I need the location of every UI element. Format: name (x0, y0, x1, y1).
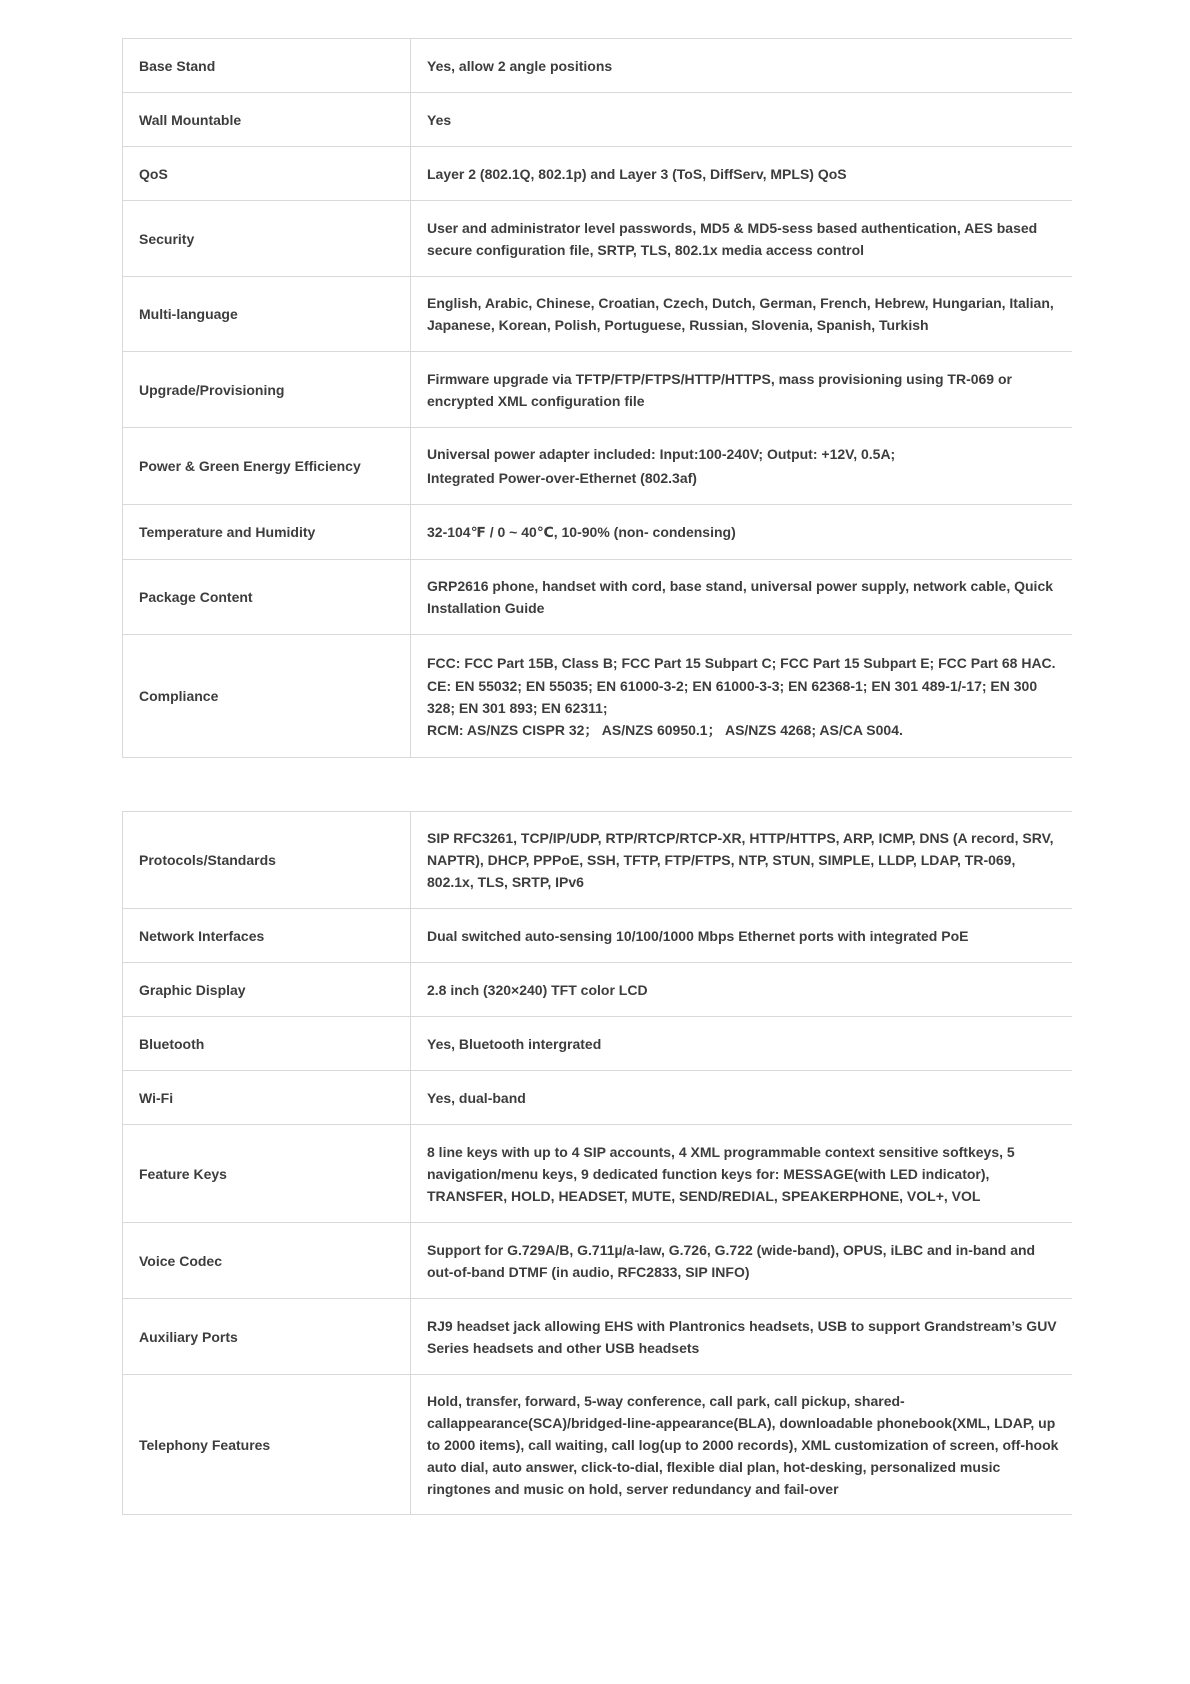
table-row (123, 201, 1073, 277)
spec-label: Network Interfaces (123, 909, 411, 963)
spec-label: Auxiliary Ports (123, 1299, 411, 1375)
spec-value: 32-104℉ / 0 ~ 40℃, 10-90% (non- condensing) (411, 505, 1073, 560)
table-row (123, 812, 1073, 909)
spec-value: Support for G.729A/B, G.711µ/a-law, G.726, G.722 (wide-band), OPUS, iLBC and in-band and out-of-band DTMF (in audio, RFC2833, SIP INFO) (411, 1223, 1073, 1299)
spec-label: Temperature and Humidity (123, 505, 411, 560)
table-row (123, 1375, 1073, 1515)
table-row (123, 505, 1073, 560)
table-row (123, 428, 1073, 505)
spec-label: Protocols/Standards (123, 812, 411, 909)
spec-label: Wi-Fi (123, 1071, 411, 1125)
spec-label: Voice Codec (123, 1223, 411, 1299)
table-row (123, 93, 1073, 147)
spec-value: Yes (411, 93, 1073, 147)
spec-value: SIP RFC3261, TCP/IP/UDP, RTP/RTCP/RTCP-XR, HTTP/HTTPS, ARP, ICMP, DNS (A record, SRV, NAPTR), DHCP, PPPoE, SSH, TFTP, FTP/FTPS, NTP, STUN, SIMPLE, LLDP, LDAP, TR-069, 802.1x, TLS, SRTP, IPv6 (411, 812, 1073, 909)
spec-label: Base Stand (123, 39, 411, 93)
spec-value: GRP2616 phone, handset with cord, base stand, universal power supply, network cable, Quick Installation Guide (411, 560, 1073, 635)
spec-value: Yes, allow 2 angle positions (411, 39, 1073, 93)
table-row (123, 1125, 1073, 1223)
table-row (123, 1017, 1073, 1071)
table-row (123, 1299, 1073, 1375)
spec-label: Compliance (123, 635, 411, 758)
spec-label: Security (123, 201, 411, 277)
spec-value: 2.8 inch (320×240) TFT color LCD (411, 963, 1073, 1017)
spec-label: Upgrade/Provisioning (123, 352, 411, 428)
table-row (123, 147, 1073, 201)
table-row (123, 560, 1073, 635)
spec-label: Wall Mountable (123, 93, 411, 147)
table-row (123, 352, 1073, 428)
spec-value: Dual switched auto-sensing 10/100/1000 Mbps Ethernet ports with integrated PoE (411, 909, 1073, 963)
spec-label: QoS (123, 147, 411, 201)
spec-label: Package Content (123, 560, 411, 635)
spec-value: User and administrator level passwords, MD5 & MD5-sess based authentication, AES based secure configuration file, SRTP, TLS, 802.1x media access control (411, 201, 1073, 277)
table-row (123, 1071, 1073, 1125)
spec-label: Telephony Features (123, 1375, 411, 1515)
table-row (123, 909, 1073, 963)
spec-value: 8 line keys with up to 4 SIP accounts, 4 XML programmable context sensitive softkeys, 5 navigation/menu keys, 9 dedicated function keys for: MESSAGE(with LED indicator), TRANSFER, HOLD, HEADSET, MUTE, SEND/REDIAL, SPEAKERPHONE, VOL+, VOL (411, 1125, 1073, 1223)
spec-value: Yes, Bluetooth intergrated (411, 1017, 1073, 1071)
spec-table-2 (122, 811, 1072, 1515)
spec-label: Feature Keys (123, 1125, 411, 1223)
spec-label: Power & Green Energy Efficiency (123, 428, 411, 505)
spec-table-1 (122, 38, 1072, 758)
spec-value: English, Arabic, Chinese, Croatian, Czech, Dutch, German, French, Hebrew, Hungarian, Italian, Japanese, Korean, Polish, Portuguese, Russian, Slovenia, Spanish, Turkish (411, 277, 1073, 352)
spec-value: Firmware upgrade via TFTP/FTP/FTPS/HTTP/HTTPS, mass provisioning using TR-069 or encrypted XML configuration file (411, 352, 1073, 428)
table-row (123, 1223, 1073, 1299)
spec-label: Multi-language (123, 277, 411, 352)
spec-value: Yes, dual-band (411, 1071, 1073, 1125)
table-row (123, 277, 1073, 352)
spec-value: Layer 2 (802.1Q, 802.1p) and Layer 3 (ToS, DiffServ, MPLS) QoS (411, 147, 1073, 201)
spec-value: RJ9 headset jack allowing EHS with Plantronics headsets, USB to support Grandstream’s GUV Series headsets and other USB headsets (411, 1299, 1073, 1375)
table-row (123, 963, 1073, 1017)
spec-label: Graphic Display (123, 963, 411, 1017)
spec-value: Hold, transfer, forward, 5-way conference, call park, call pickup, shared-callappearance(SCA)/bridged-line-appearance(BLA), downloadable phonebook(XML, LDAP, up to 2000 items), call waiting, call log(up to 2000 records), XML customization of screen, off-hook auto dial, auto answer, click-to-dial, flexible dial plan, hot-desking, personalized music ringtones and music on hold, server redundancy and fail-over (427, 1392, 1059, 1497)
spec-value: FCC: FCC Part 15B, Class B; FCC Part 15 Subpart C; FCC Part 15 Subpart E; FCC Part 68 HAC. CE: EN 55032; EN 55035; EN 61000-3-2; EN 61000-3-3; EN 62368-1; EN 301 489-1/-17; EN 300 328; EN 301 893; EN 62311; RCM: AS/NZS CISPR 32； AS/NZS 60950.1； AS/NZS 4268; AS/CA S004. (427, 654, 1056, 738)
table-row (123, 39, 1073, 93)
spec-label: Bluetooth (123, 1017, 411, 1071)
table-row (123, 635, 1073, 758)
spec-value: Universal power adapter included: Input:100-240V; Output: +12V, 0.5A; Integrated Power-over-Ethernet (802.3af) (411, 428, 1073, 505)
